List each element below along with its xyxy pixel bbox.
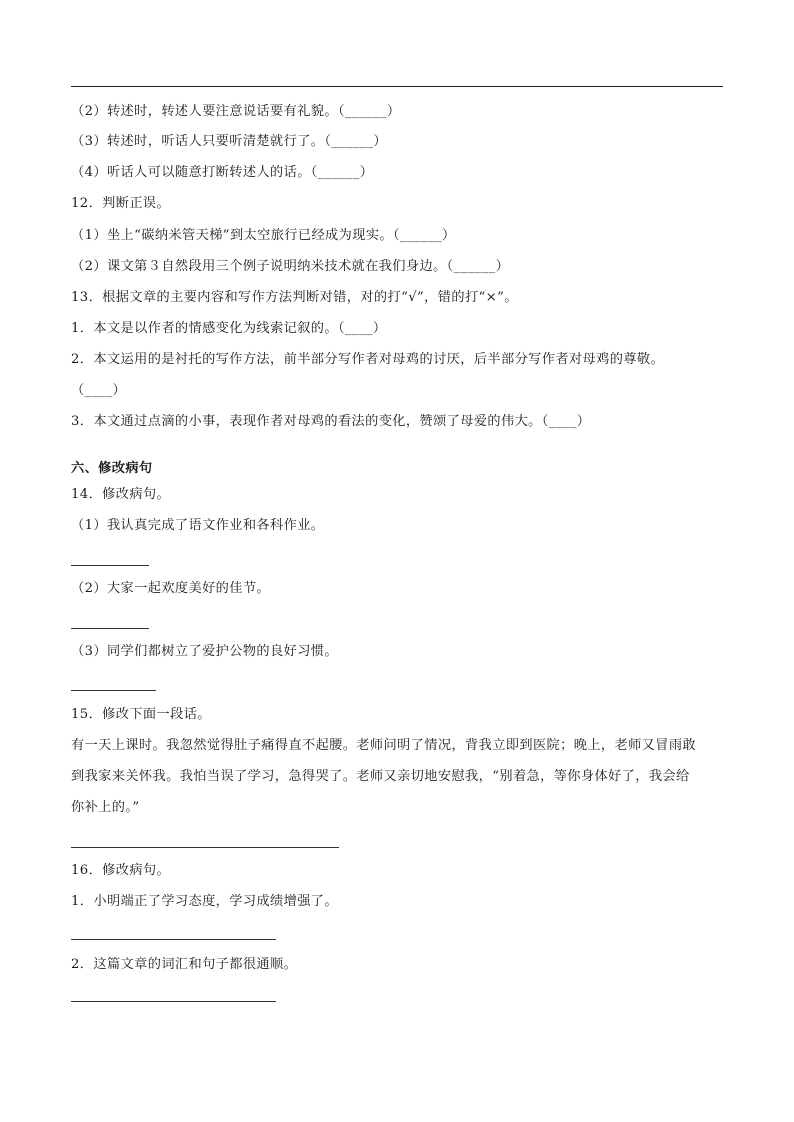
- q14-item-3-answer-line: [71, 690, 156, 691]
- q13-item-1: 1．本文是以作者的情感变化为线索记叙的。（____）: [71, 321, 387, 336]
- q12-title: 12．判断正误。: [71, 196, 171, 211]
- q16-item-1-answer-line: [71, 939, 276, 940]
- q13-title: 13．根据文章的主要内容和写作方法判断对错，对的打“√”，错的打“×”。: [71, 290, 518, 305]
- section-6-heading: 六、修改病句: [71, 461, 153, 476]
- q16-title: 16．修改病句。: [71, 863, 171, 878]
- q14-item-1-answer-line: [71, 565, 149, 566]
- q15-title: 15．修改下面一段话。: [71, 707, 211, 722]
- q15-answer-line: [71, 847, 339, 848]
- q15-paragraph-line-3: 你补上的。”: [71, 800, 140, 815]
- q16-item-1: 1．小明端正了学习态度，学习成绩增强了。: [71, 894, 338, 909]
- q14-item-1: （1）我认真完成了语文作业和各科作业。: [71, 518, 325, 533]
- q14-title: 14．修改病句。: [71, 487, 171, 502]
- q12-item-2: （2）课文第３自然段用三个例子说明纳米技术就在我们身边。（______）: [71, 259, 510, 274]
- q14-item-3: （3）同学们都树立了爱护公物的良好习惯。: [71, 644, 338, 659]
- q14-item-2-answer-line: [71, 628, 149, 629]
- q16-item-2: 2．这篇文章的词汇和句子都很通顺。: [71, 957, 298, 972]
- q12-item-1: （1）坐上“碳纳米管天梯”到太空旅行已经成为现实。（______）: [71, 228, 456, 243]
- q14-item-2: （2）大家一起欢度美好的佳节。: [71, 581, 271, 596]
- q15-paragraph-line-1: 有一天上课时。我忽然觉得肚子痛得直不起腰。老师问明了情况，背我立即到医院；晚上，老师又冒雨敢: [71, 738, 697, 753]
- q13-item-3: 3．本文通过点滴的小事，表现作者对母鸡的看法的变化，赞颂了母爱的伟大。（____）: [71, 414, 591, 429]
- q15-paragraph-line-2: 到我家来关怀我。我怕当误了学习，急得哭了。老师又亲切地安慰我，“别着急，等你身体好了，我会给: [71, 769, 690, 784]
- header-rule: [71, 86, 723, 87]
- q13-item-2-line-1: 2．本文运用的是衬托的写作方法，前半部分写作者对母鸡的讨厌，后半部分写作者对母鸡的尊敬。: [71, 352, 665, 367]
- q16-item-2-answer-line: [71, 1001, 276, 1002]
- q11-item-2: （2）转述时，转述人要注意说话要有礼貌。（______）: [71, 104, 401, 119]
- q11-item-3: （3）转述时，听话人只要听清楚就行了。（______）: [71, 134, 387, 149]
- q13-item-2-line-2: （____）: [71, 383, 127, 398]
- q11-item-4: （4）听话人可以随意打断转述人的话。（______）: [71, 165, 374, 180]
